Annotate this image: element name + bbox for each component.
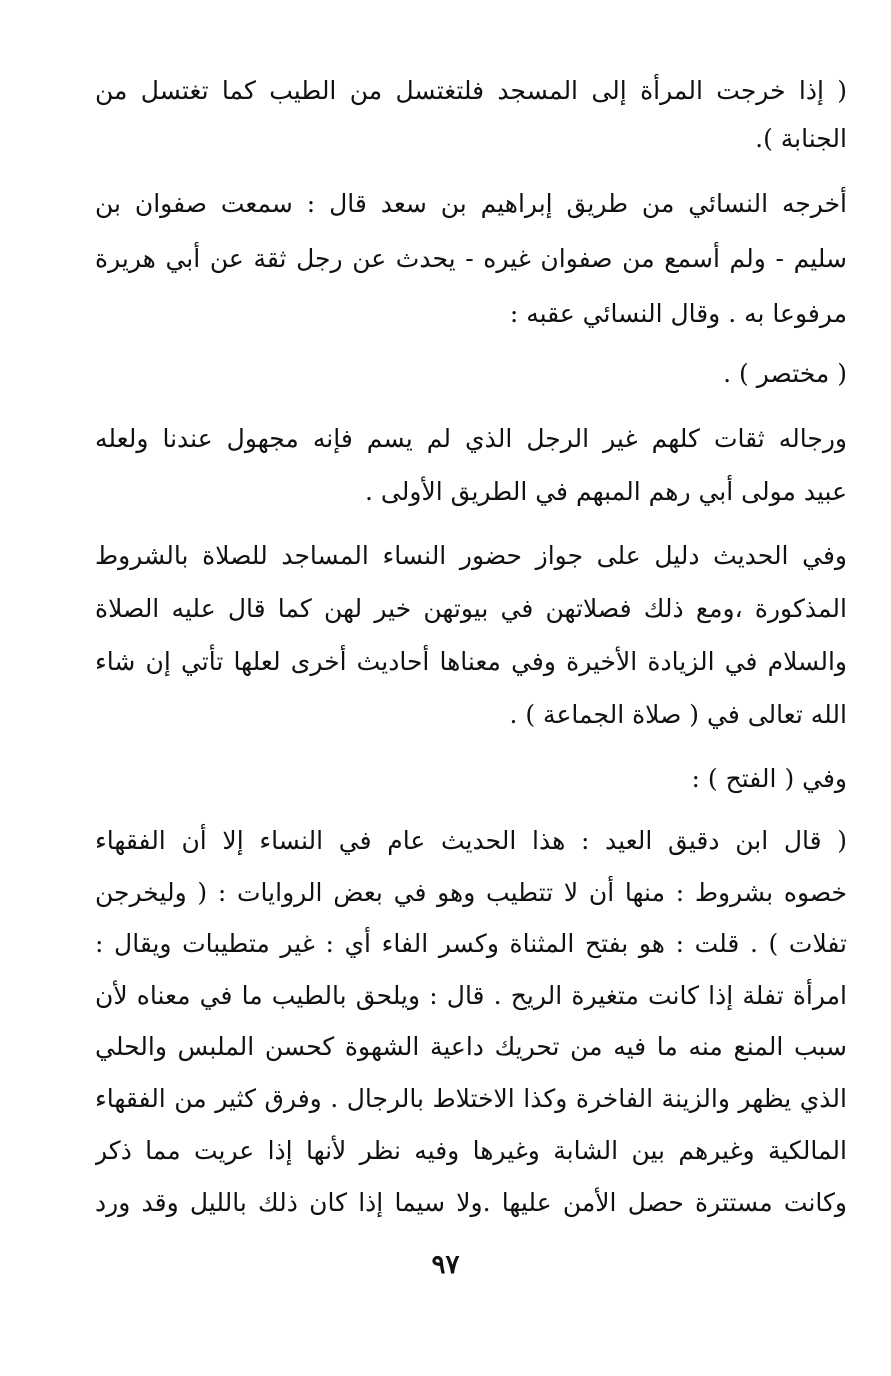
text-line: الله تعالى في ( صلاة الجماعة ) . [509,700,847,729]
text-line: أخرجه النسائي من طريق إبراهيم بن سعد قال : سمعت صفوان بن [95,189,847,218]
text-line: والسلام في الزيادة الأخيرة وفي معناها أحاديث أخرى لعلها تأتي إن شاء [95,647,847,676]
page-number: ٩٧ [431,1250,460,1280]
text-line: امرأة تفلة إذا كانت متغيرة الريح . قال : ويلحق بالطيب ما في معناه لأن [95,981,847,1010]
text-line: مرفوعا به . وقال النسائي عقبه : [509,299,847,328]
text-line: ( قال ابن دقيق العيد : هذا الحديث عام في النساء إلا أن الفقهاء [95,826,847,855]
text-line: تفلات ) . قلت : هو بفتح المثناة وكسر الفاء أي : غير متطيبات ويقال : [95,929,847,958]
text-line: الجنابة ). [755,124,847,153]
text-line: المالكية وغيرهم بين الشابة وغيرها وفيه نظر لأنها إذا عريت مما ذكر [95,1136,847,1165]
text-line: وفي الحديث دليل على جواز حضور النساء المساجد للصلاة بالشروط [95,541,847,570]
text-line: ( إذا خرجت المرأة إلى المسجد فلتغتسل من الطيب كما تغتسل من [95,76,847,105]
text-line: خصوه بشروط : منها أن لا تتطيب وهو في بعض الروايات : ( وليخرجن [95,878,847,907]
text-line: وكانت مستترة حصل الأمن عليها .ولا سيما إذا كان ذلك بالليل وقد ورد [95,1188,847,1217]
text-line: سليم - ولم أسمع من صفوان غيره - يحدث عن رجل ثقة عن أبي هريرة [95,244,847,273]
text-line: الذي يظهر والزينة الفاخرة وكذا الاختلاط بالرجال . وفرق كثير من الفقهاء [95,1084,847,1113]
text-line: ( مختصر ) . [723,359,847,388]
text-line: المذكورة ،ومع ذلك فصلاتهن في بيوتهن خير لهن كما قال عليه الصلاة [95,594,847,623]
text-line: ورجاله ثقات كلهم غير الرجل الذي لم يسم فإنه مجهول عندنا ولعله [95,424,847,453]
text-line: وفي ( الفتح ) : [691,764,847,793]
text-line: عبيد مولى أبي رهم المبهم في الطريق الأولى . [365,477,847,506]
text-line: سبب المنع منه ما فيه من تحريك داعية الشهوة كحسن الملبس والحلي [95,1032,847,1061]
